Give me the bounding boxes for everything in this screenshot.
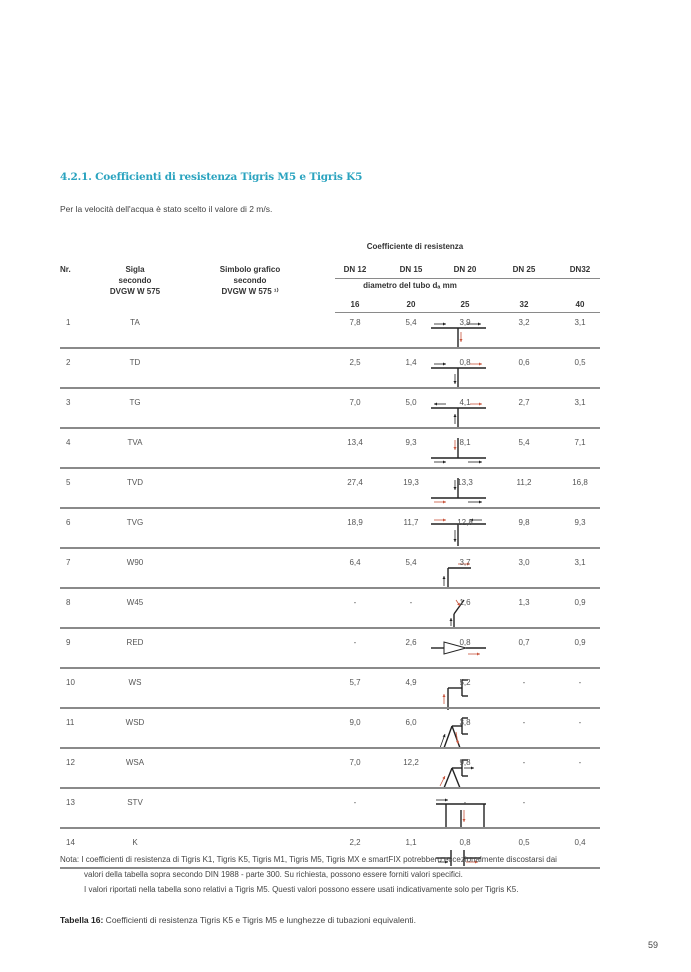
row-number: 11 xyxy=(66,718,75,727)
caption-text: Coefficienti di resistenza Tigris K5 e Tigris M5 e lunghezze di tubazioni equivalenti. xyxy=(103,915,416,925)
row-number: 14 xyxy=(66,838,75,847)
coefficient-value: 5,4 xyxy=(518,438,530,447)
row-number: 13 xyxy=(66,798,75,807)
coefficient-value: 5,0 xyxy=(405,398,417,407)
diameter-header: 40 xyxy=(575,300,585,309)
coefficient-value: 1,6 xyxy=(459,598,471,607)
coefficient-value: 2,2 xyxy=(349,838,361,847)
row-divider xyxy=(60,347,600,349)
coefficient-value: - xyxy=(522,758,526,767)
coefficient-value: 4,9 xyxy=(405,678,417,687)
row-divider xyxy=(60,427,600,429)
row-number: 5 xyxy=(66,478,71,487)
coefficient-value: 0,6 xyxy=(518,358,530,367)
row-number: 8 xyxy=(66,598,71,607)
coefficient-value: - xyxy=(578,678,582,687)
coefficient-value: 3,7 xyxy=(459,558,471,567)
row-number: 3 xyxy=(66,398,71,407)
row-sigla: TG xyxy=(129,398,141,407)
diameter-header: 20 xyxy=(406,300,416,309)
header-line: Simbolo grafico xyxy=(219,265,281,274)
row-divider xyxy=(60,627,600,629)
diameter-header: 32 xyxy=(519,300,529,309)
coefficient-value: 27,4 xyxy=(347,478,363,487)
coefficient-value: 12,2 xyxy=(403,758,419,767)
header-line: DVGW W 575 xyxy=(109,287,161,296)
row-divider xyxy=(60,547,600,549)
coefficient-value: 3,1 xyxy=(574,558,586,567)
coefficient-value: 0,5 xyxy=(574,358,586,367)
coefficient-value: 11,7 xyxy=(403,518,419,527)
diameter-header: 25 xyxy=(460,300,470,309)
coefficient-value: - xyxy=(353,638,357,647)
header-line: DVGW W 575 ¹⁾ xyxy=(221,287,279,296)
row-sigla: W45 xyxy=(126,598,144,607)
divider xyxy=(335,278,600,279)
coefficient-value: 11,2 xyxy=(516,478,532,487)
section-title: 4.2.1. Coefficienti di resistenza Tigris M5 e Tigris K5 xyxy=(60,171,363,183)
coefficient-value: - xyxy=(578,758,582,767)
coefficient-value: 1,4 xyxy=(405,358,417,367)
coefficient-value: 0,7 xyxy=(518,638,530,647)
row-divider xyxy=(60,387,600,389)
row-sigla: TVA xyxy=(127,438,143,447)
row-divider xyxy=(60,467,600,469)
coefficient-value: 8,1 xyxy=(459,438,471,447)
coefficient-value: 19,3 xyxy=(403,478,419,487)
row-sigla: WSD xyxy=(125,718,145,727)
coefficient-value: 7,0 xyxy=(349,398,361,407)
dn-header: DN 20 xyxy=(453,265,477,274)
coefficient-value: 1,1 xyxy=(405,838,417,847)
note-line: valori della tabella sopra secondo DIN 1988 - parte 300. Su richiesta, possono essere forniti valori specifici. xyxy=(84,870,463,879)
coefficient-value: 16,8 xyxy=(572,478,588,487)
coefficient-value: 3,9 xyxy=(459,318,471,327)
col-nr-header: Nr. xyxy=(60,265,71,274)
row-sigla: TVD xyxy=(127,478,143,487)
row-divider xyxy=(60,507,600,509)
header-line: Sigla xyxy=(125,265,145,274)
dn-header: DN 25 xyxy=(512,265,536,274)
dn-header: DN 15 xyxy=(399,265,423,274)
coefficient-value: 7,8 xyxy=(349,318,361,327)
divider xyxy=(335,312,600,313)
coefficient-value: 9,8 xyxy=(459,758,471,767)
note-line: Nota: I coefficienti di resistenza di Tigris K1, Tigris K5, Tigris M1, Tigris M5, Tigris MX e smartFIX potrebbero eccezionalmente discostarsi dai xyxy=(60,855,557,864)
col-sigla-header xyxy=(95,264,175,297)
coefficient-value: 0,9 xyxy=(574,598,586,607)
coefficient-value: 5,7 xyxy=(349,678,361,687)
coefficient-value: - xyxy=(522,678,526,687)
coefficient-value: 3,1 xyxy=(574,398,586,407)
header-line: secondo xyxy=(233,276,267,285)
coefficient-value: 2,5 xyxy=(349,358,361,367)
dn-header: DN32 xyxy=(569,265,591,274)
row-sigla: WS xyxy=(128,678,142,687)
coefficient-value: 2,6 xyxy=(405,638,417,647)
row-sigla: RED xyxy=(126,638,144,647)
coefficient-value: 0,8 xyxy=(459,638,471,647)
row-divider xyxy=(60,747,600,749)
diameter-label: diametro del tubo dₐ mm xyxy=(363,281,457,290)
table-caption xyxy=(60,912,430,929)
coefficient-value: 9,0 xyxy=(349,718,361,727)
coefficient-value: 3,1 xyxy=(574,318,586,327)
row-sigla: TA xyxy=(130,318,140,327)
coefficient-value: 18,9 xyxy=(347,518,363,527)
row-sigla: TD xyxy=(129,358,141,367)
row-sigla: TVG xyxy=(126,518,144,527)
coefficient-value: 13,4 xyxy=(347,438,363,447)
row-number: 6 xyxy=(66,518,71,527)
coefficient-value: 12,8 xyxy=(457,518,473,527)
coefficient-value: 9,3 xyxy=(405,438,417,447)
coefficient-value: 7,0 xyxy=(349,758,361,767)
coefficient-value: 5,4 xyxy=(405,558,417,567)
row-divider xyxy=(60,827,600,829)
coefficient-value: - xyxy=(522,718,526,727)
coefficient-value: 3,2 xyxy=(518,318,530,327)
coefficient-value: 0,4 xyxy=(574,838,586,847)
row-number: 7 xyxy=(66,558,71,567)
row-sigla: WSA xyxy=(125,758,145,767)
coefficient-value: 3,0 xyxy=(518,558,530,567)
coefficient-value: 4,1 xyxy=(459,398,471,407)
coefficient-value: 0,9 xyxy=(574,638,586,647)
coefficient-value: 1,3 xyxy=(518,598,530,607)
coefficient-value: 5,2 xyxy=(459,678,471,687)
coefficient-value: - xyxy=(353,798,357,807)
coefficient-value: - xyxy=(463,798,467,807)
row-divider xyxy=(60,587,600,589)
dn-header: DN 12 xyxy=(343,265,367,274)
coefficient-value: 9,8 xyxy=(518,518,530,527)
col-symbol-header xyxy=(200,264,300,297)
row-sigla: K xyxy=(132,838,138,847)
diameter-header: 16 xyxy=(350,300,360,309)
coefficient-value: 0,8 xyxy=(459,358,471,367)
coefficient-value: 3,8 xyxy=(459,718,471,727)
row-number: 1 xyxy=(66,318,71,327)
row-number: 9 xyxy=(66,638,71,647)
intro-text: Per la velocità dell'acqua è stato scelto il valore di 2 m/s. xyxy=(60,204,273,214)
row-sigla: W90 xyxy=(126,558,144,567)
coefficient-value: 6,4 xyxy=(349,558,361,567)
row-number: 4 xyxy=(66,438,71,447)
coefficient-value: 0,8 xyxy=(459,838,471,847)
page-number: 59 xyxy=(648,940,659,950)
coefficient-value: 7,1 xyxy=(574,438,586,447)
row-number: 10 xyxy=(66,678,75,687)
row-number: 2 xyxy=(66,358,71,367)
row-divider xyxy=(60,667,600,669)
coefficient-value: - xyxy=(578,718,582,727)
coefficient-value: 5,4 xyxy=(405,318,417,327)
coefficient-value: - xyxy=(409,598,413,607)
row-number: 12 xyxy=(66,758,75,767)
coefficient-value: 9,3 xyxy=(574,518,586,527)
note-line: I valori riportati nella tabella sono relativi a Tigris M5. Questi valori possono essere usati indicativamente solo per Tigris K5. xyxy=(84,885,519,894)
group-header: Coefficiente di resistenza xyxy=(366,242,464,251)
row-divider xyxy=(60,707,600,709)
header-line: secondo xyxy=(118,276,152,285)
coefficient-value: 0,5 xyxy=(518,838,530,847)
coefficient-value: 6,0 xyxy=(405,718,417,727)
coefficient-value: 2,7 xyxy=(518,398,530,407)
row-divider xyxy=(60,787,600,789)
coefficient-value: - xyxy=(353,598,357,607)
coefficient-value: 13,3 xyxy=(457,478,473,487)
coefficient-value: - xyxy=(522,798,526,807)
caption-label: Tabella 16: xyxy=(60,915,104,925)
table-note xyxy=(60,852,660,897)
row-sigla: STV xyxy=(127,798,143,807)
